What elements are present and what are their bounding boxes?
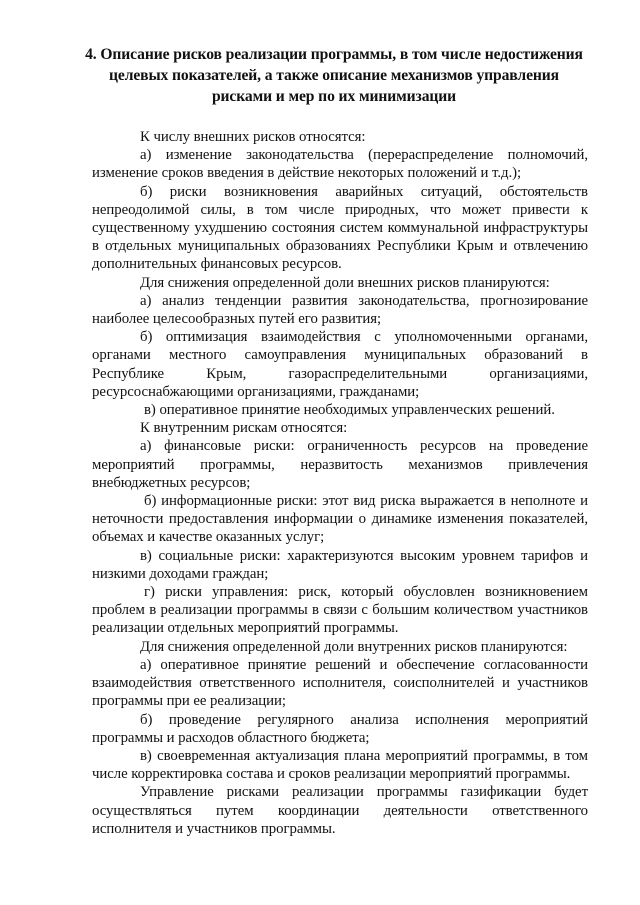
- paragraph-internal-risk-a: а) финансовые риски: ограниченность ресурсов на проведение мероприятий программы, неразвитость механизмов привлечения внебюджетных ресурсов;: [92, 438, 588, 491]
- paragraph-external-mitigation-c: в) оперативное принятие необходимых управленческих решений.: [144, 402, 555, 419]
- paragraph-risk-management: Управление рисками реализации программы газификации будет осуществляться путем координации деятельности ответственного исполнителя и участников программы.: [92, 784, 588, 837]
- paragraph-external-risk-a: а) изменение законодательства (перераспределение полномочий, изменение сроков введения в действие некоторых положений и т.д.);: [92, 147, 588, 182]
- paragraph-external-mitigation-intro: Для снижения определенной доли внешних рисков планируются:: [140, 274, 550, 291]
- paragraph-external-mitigation-b: б) оптимизация взаимодействия с уполномоченными органами, органами местного самоуправления муниципальных образований в Республике Крым, газораспределительными организациями, ресурсоснабжающими организациями, гражданами;: [92, 329, 588, 400]
- paragraph-external-risks-intro: К числу внешних рисков относятся:: [140, 129, 366, 145]
- body-text: [92, 128, 588, 838]
- paragraph-internal-risk-d: г) риски управления: риск, который обусловлен возникновением проблем в реализации программы в связи с большим количеством участников реализации отдельных мероприятий программы.: [92, 584, 588, 637]
- paragraph-external-risk-b: б) риски возникновения аварийных ситуаций, обстоятельств непреодолимой силы, в том числе природных, что может привести к существенному ухудшению состояния систем коммунальной инфраструктуры в отдельных муниципальных образованиях Республики Крым и отвлечению дополнительных финансовых ресурсов.: [92, 183, 588, 273]
- paragraph-internal-risk-b: б) информационные риски: этот вид риска выражается в неполноте и неточности предоставления информации о динамике изменения показателей, объемах и качестве оказанных услуг;: [92, 493, 588, 546]
- paragraph-external-mitigation-a: а) анализ тенденции развития законодательства, прогнозирование наиболее целесообразных путей его развития;: [92, 292, 588, 328]
- paragraph-internal-mitigation-b: б) проведение регулярного анализа исполнения мероприятий программы и расходов областного бюджета;: [92, 711, 588, 746]
- paragraph-internal-mitigation-intro: Для снижения определенной доли внутренних рисков планируются:: [140, 638, 568, 655]
- paragraph-internal-mitigation-a: а) оперативное принятие решений и обеспечение согласованности взаимодействия ответственного исполнителя, соисполнителей и участников программы при ее реализации;: [92, 656, 588, 710]
- paragraph-internal-mitigation-c: в) своевременная актуализация плана мероприятий программы, в том числе корректировка состава и сроков реализации мероприятий программы.: [92, 747, 588, 783]
- paragraph-internal-risk-c: в) социальные риски: характеризуются высоким уровнем тарифов и низкими доходами граждан;: [92, 547, 588, 582]
- paragraph-internal-risks-intro: К внутренним рискам относятся:: [140, 420, 348, 437]
- section-heading: 4. Описание рисков реализации программы, в том числе недостижения целевых показателей, а также описание механизмов управления рисками и мер по их минимизации: [85, 46, 583, 105]
